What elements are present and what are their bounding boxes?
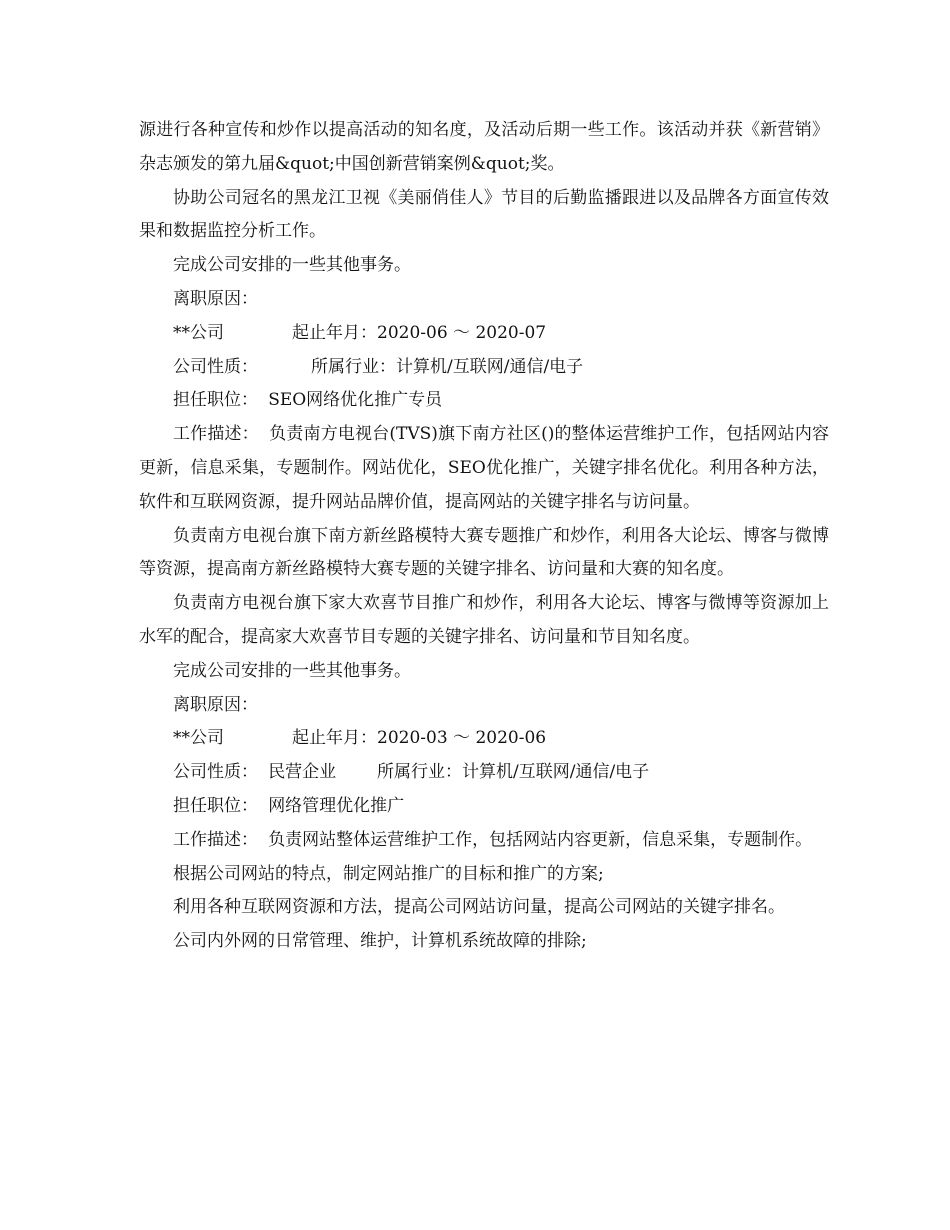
- desc-label: 工作描述：: [173, 829, 258, 850]
- industry-value: 计算机/互联网/通信/电子: [396, 356, 584, 377]
- job-position: [139, 384, 829, 418]
- period-value: 2020-03 ～ 2020-06: [377, 728, 547, 749]
- job-position: [139, 790, 829, 824]
- paragraph: 负责南方电视台旗下南方新丝路模特大赛专题推广和炒作，利用各大论坛、博客与微博等资源，提高南方新丝路模特大赛专题的关键字排名、访问量和大赛的知名度。: [139, 525, 829, 580]
- period-label: 起止年月：: [292, 728, 377, 749]
- company-name: **公司: [173, 322, 224, 343]
- job-company-period: [139, 317, 829, 351]
- nature-value: 民营企业: [268, 762, 337, 783]
- job-company-period: [139, 722, 829, 756]
- job-description: [139, 418, 829, 519]
- paragraph: 完成公司安排的一些其他事务。: [173, 255, 411, 276]
- leave-reason-label: 离职原因：: [173, 288, 258, 309]
- position-label: 担任职位：: [173, 795, 258, 816]
- job-nature-industry: [139, 756, 829, 790]
- industry-value: 计算机/互联网/通信/电子: [461, 762, 650, 783]
- paragraph: 完成公司安排的一些其他事务。: [173, 660, 411, 681]
- company-name: **公司: [173, 728, 224, 749]
- position-label: 担任职位：: [173, 390, 258, 411]
- period-value: 2020-06 ～ 2020-07: [377, 322, 547, 343]
- desc-text: 负责南方电视台(TVS)旗下南方社区()的整体运营维护工作，包括网站内容更新，信息采集，专题制作。网站优化，SEO优化推广，关键字排名优化。利用各种方法，软件和互联网资源，提升网站品牌价值，提高网站的关键字排名与访问量。: [139, 424, 830, 512]
- paragraph: 根据公司网站的特点，制定网站推广的目标和推广的方案;: [173, 863, 604, 884]
- nature-label: 公司性质：: [173, 356, 258, 377]
- desc-label: 工作描述：: [173, 424, 259, 445]
- paragraph: 协助公司冠名的黑龙江卫视《美丽俏佳人》节目的后勤监播跟进以及品牌各方面宣传效果和数据监控分析工作。: [139, 187, 829, 242]
- paragraph: 公司内外网的日常管理、维护，计算机系统故障的排除;: [173, 931, 587, 952]
- paragraph: 利用各种互联网资源和方法，提高公司网站访问量，提高公司网站的关键字排名。: [173, 897, 785, 918]
- paragraph: 源进行各种宣传和炒作以提高活动的知名度，及活动后期一些工作。该活动并获《新营销》杂志颁发的第九届&quot;中国创新营销案例&quot;奖。: [139, 120, 829, 174]
- job-description: [139, 824, 829, 858]
- industry-label: 所属行业：: [376, 762, 462, 783]
- desc-text: 负责网站整体运营维护工作，包括网站内容更新，信息采集，专题制作。: [268, 829, 813, 850]
- leave-reason-label: 离职原因：: [173, 694, 258, 715]
- industry-label: 所属行业：: [311, 356, 396, 377]
- position-value: SEO网络优化推广专员: [268, 390, 443, 411]
- period-label: 起止年月：: [292, 322, 377, 343]
- nature-label: 公司性质：: [173, 762, 258, 783]
- position-value: 网络管理优化推广: [268, 795, 405, 816]
- job-nature-industry: [139, 351, 829, 385]
- paragraph: 负责南方电视台旗下家大欢喜节目推广和炒作，利用各大论坛、博客与微博等资源加上水军的配合，提高家大欢喜节目专题的关键字排名、访问量和节目知名度。: [139, 593, 829, 647]
- document-page: [139, 114, 829, 959]
